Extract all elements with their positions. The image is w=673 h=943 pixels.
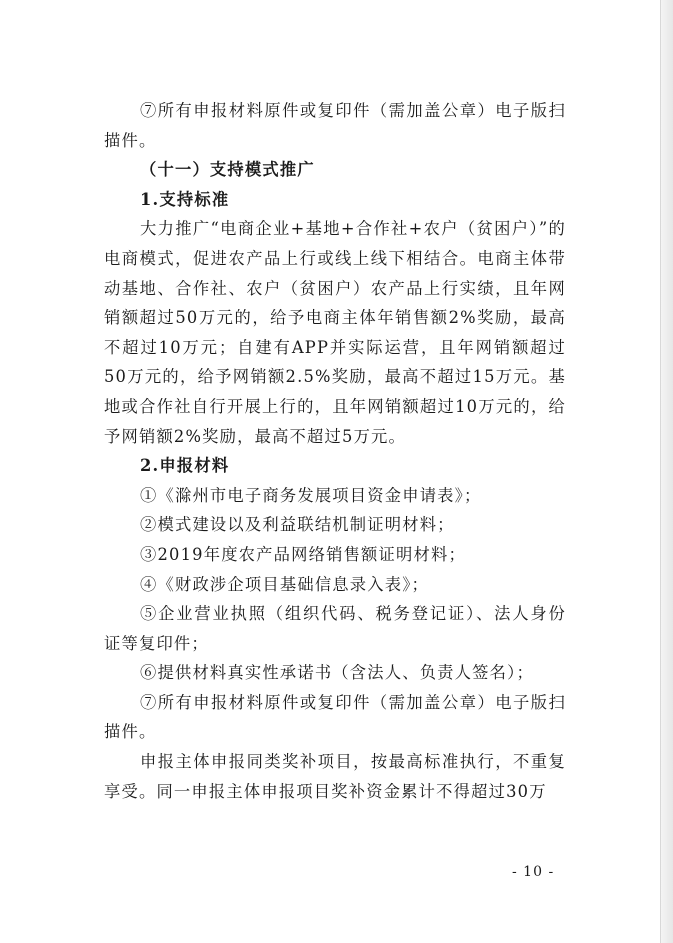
list-item-4: ④《财政涉企项目基础信息录入表》；: [140, 574, 430, 594]
list-item-7: ⑦所有申报材料原件或复印件（需加盖公章）电子版扫描件。: [104, 692, 566, 742]
list-item-2: ②模式建设以及利益联结机制证明材料；: [140, 515, 455, 535]
document-body: [104, 96, 566, 806]
subheading-support-standard: 1.支持标准: [140, 189, 230, 209]
section-heading-11: （十一）支持模式推广: [140, 160, 315, 180]
list-item-3: ③2019年度农产品网络销售额证明材料；: [140, 544, 466, 564]
subheading-application-materials: 2.申报材料: [140, 456, 230, 476]
list-item-6: ⑥提供材料真实性承诺书（含法人、负责人签名）；: [140, 663, 534, 683]
paragraph-support-standard: 大力推广“电商企业+基地+合作社+农户（贫困户）”的电商模式，促进农产品上行或线上线下相结合。电商主体带动基地、合作社、农户（贫困户）农产品上行实绩，且年网销额超过50万元的，给予电商主体年销售额2%奖励，最高不超过10万元；自建有APP并实际运营，且年网销额超过50万元的，给予网销额2.5%奖励，最高不超过15万元。基地或合作社自行开展上行的，且年网销额超过10万元的，给予网销额2%奖励，最高不超过5万元。: [104, 219, 566, 446]
paragraph-no-duplicate: 申报主体申报同类奖补项目，按最高标准执行，不重复享受。同一申报主体申报项目奖补资金累计不得超过30万: [104, 752, 566, 801]
page-edge-shadow: [660, 0, 673, 943]
list-item-5: ⑤企业营业执照（组织代码、税务登记证）、法人身份证等复印件；: [104, 604, 566, 653]
paragraph-item7-scan: ⑦所有申报材料原件或复印件（需加盖公章）电子版扫描件。: [104, 101, 566, 150]
list-item-1: ①《滁州市电子商务发展项目资金申请表》；: [140, 485, 482, 505]
page-number: - 10 -: [512, 864, 555, 880]
